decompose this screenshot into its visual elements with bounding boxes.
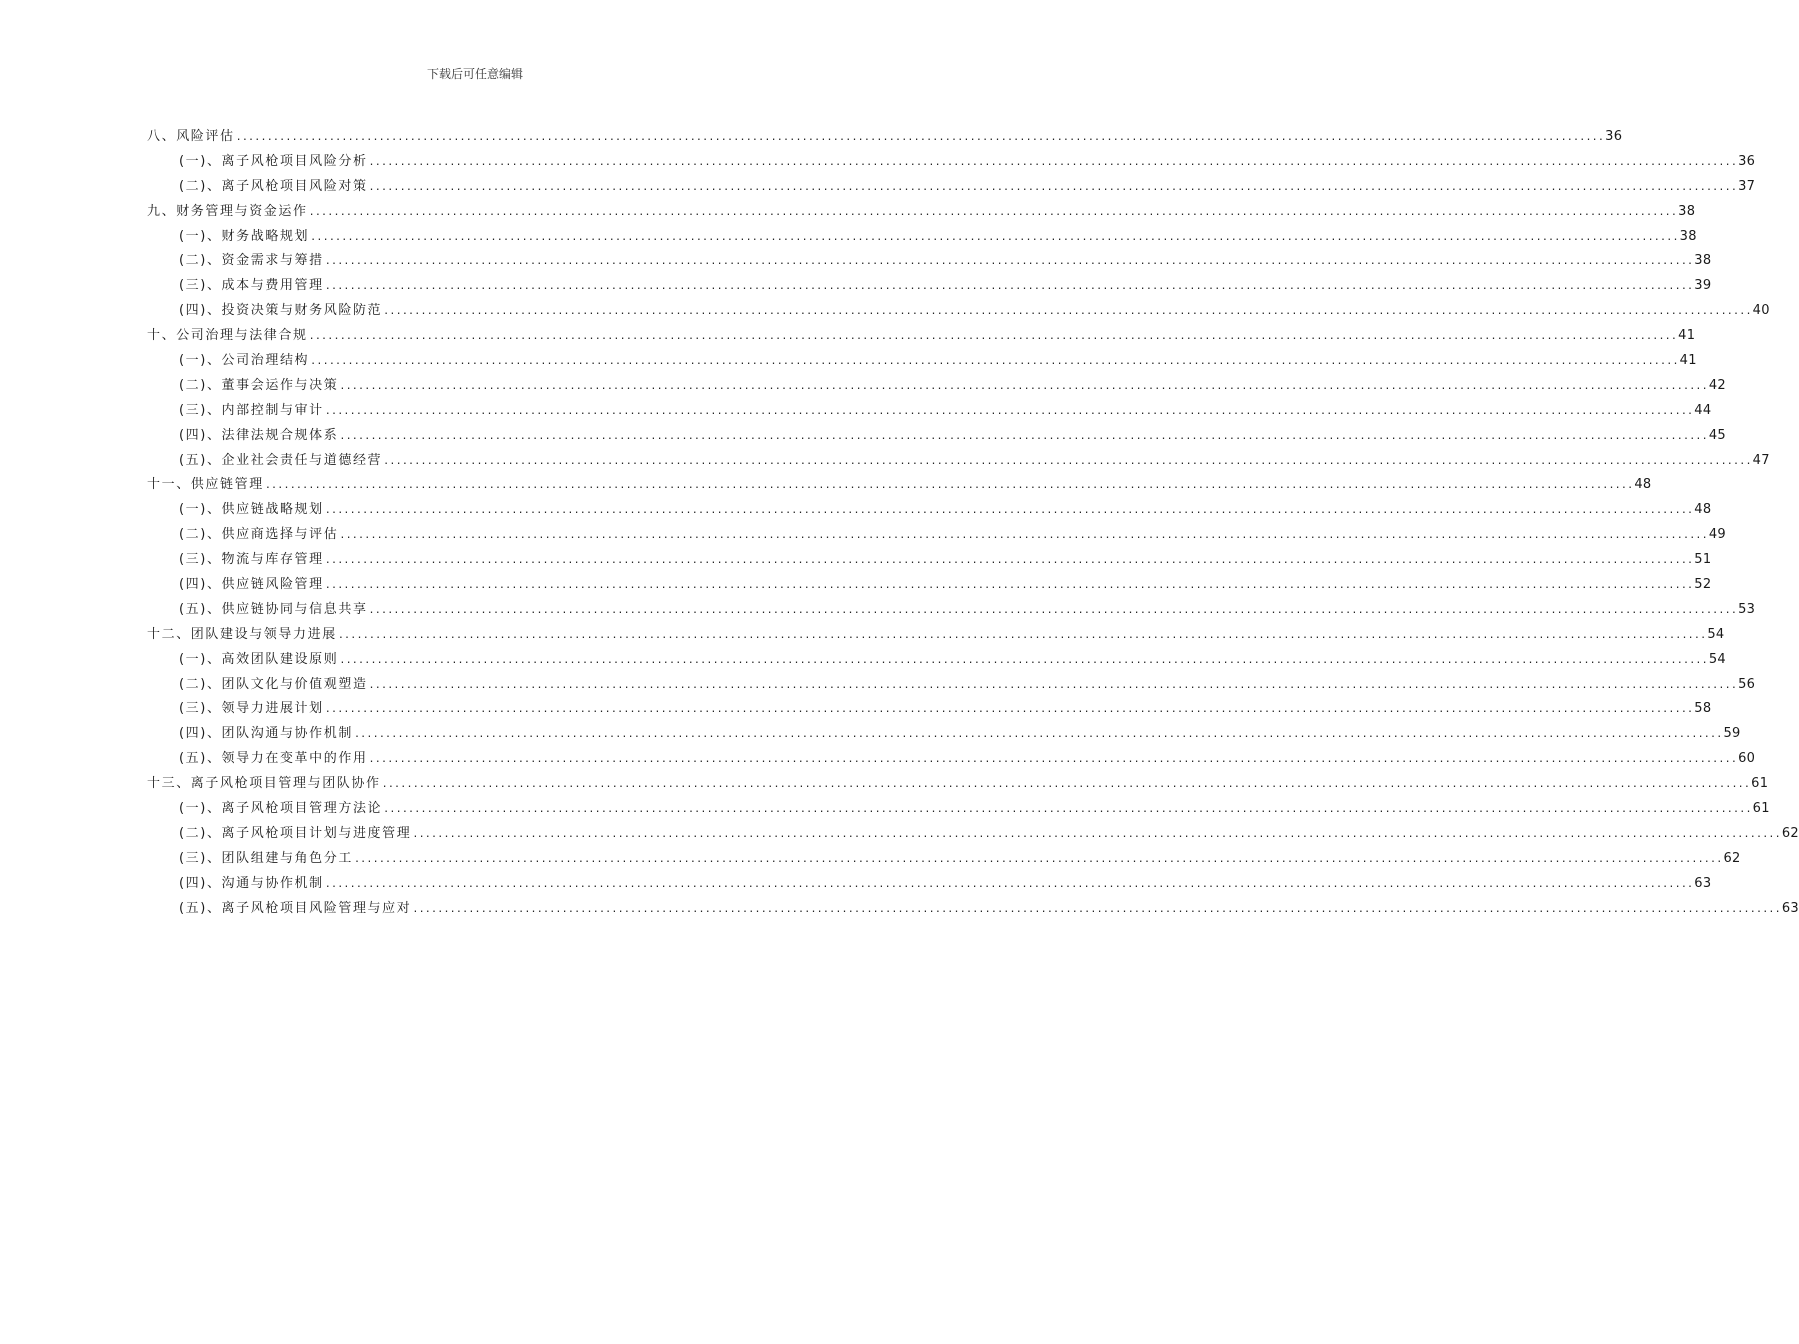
toc-section-entry[interactable] bbox=[147, 822, 1799, 847]
toc-section-entry[interactable] bbox=[147, 349, 1697, 374]
toc-chapter-entry[interactable] bbox=[147, 125, 1623, 150]
toc-dot-leader: ............................................................................................................................................................................................................................ bbox=[339, 380, 1708, 392]
toc-page-number: 61 bbox=[1751, 776, 1769, 792]
toc-page-number: 49 bbox=[1708, 527, 1727, 543]
toc-entry-title: (五)、离子风枪项目风险管理与应对 bbox=[179, 900, 412, 916]
toc-dot-leader: ............................................................................................................................................................................................................................ bbox=[324, 281, 1694, 293]
toc-section-entry[interactable] bbox=[147, 872, 1712, 897]
toc-page-number: 47 bbox=[1752, 452, 1770, 468]
toc-section-entry[interactable] bbox=[147, 498, 1712, 523]
toc-page-number: 61 bbox=[1752, 801, 1770, 817]
toc-dot-leader: ............................................................................................................................................................................................................................ bbox=[368, 754, 1738, 766]
toc-page-number: 62 bbox=[1781, 825, 1799, 841]
toc-entry-title: (四)、投资决策与财务风险防范 bbox=[179, 303, 383, 319]
toc-dot-leader: ............................................................................................................................................................................................................................ bbox=[324, 878, 1694, 890]
toc-chapter-entry[interactable] bbox=[147, 772, 1769, 797]
toc-entry-title: (四)、供应链风险管理 bbox=[179, 577, 324, 593]
toc-section-entry[interactable] bbox=[147, 523, 1727, 548]
toc-dot-leader: ............................................................................................................................................................................................................................ bbox=[264, 480, 1634, 492]
toc-entry-title: 十三、离子风枪项目管理与团队协作 bbox=[147, 776, 381, 792]
toc-section-entry[interactable] bbox=[147, 648, 1727, 673]
toc-dot-leader: ............................................................................................................................................................................................................................ bbox=[381, 779, 1751, 791]
table-of-contents bbox=[147, 125, 1799, 922]
page-header: 下载后可任意编辑 bbox=[426, 67, 523, 81]
toc-section-entry[interactable] bbox=[147, 598, 1756, 623]
toc-entry-title: (二)、董事会运作与决策 bbox=[179, 377, 339, 393]
toc-page-number: 60 bbox=[1738, 751, 1756, 767]
toc-page-number: 38 bbox=[1694, 253, 1712, 269]
toc-entry-title: 九、财务管理与资金运作 bbox=[147, 203, 308, 219]
toc-entry-title: (一)、财务战略规划 bbox=[179, 228, 310, 244]
toc-entry-title: (三)、物流与库存管理 bbox=[179, 552, 324, 568]
toc-dot-leader: ............................................................................................................................................................................................................................ bbox=[353, 853, 1723, 865]
toc-dot-leader: ............................................................................................................................................................................................................................ bbox=[324, 256, 1694, 268]
toc-dot-leader: ............................................................................................................................................................................................................................ bbox=[383, 804, 1752, 816]
toc-entry-title: (四)、团队沟通与协作机制 bbox=[179, 726, 353, 742]
toc-chapter-entry[interactable] bbox=[147, 473, 1652, 498]
toc-dot-leader: ............................................................................................................................................................................................................................ bbox=[368, 679, 1738, 691]
toc-chapter-entry[interactable] bbox=[147, 200, 1696, 225]
toc-dot-leader: ............................................................................................................................................................................................................................ bbox=[383, 306, 1752, 318]
toc-dot-leader: ............................................................................................................................................................................................................................ bbox=[383, 455, 1752, 467]
toc-section-entry[interactable] bbox=[147, 449, 1770, 474]
toc-page-number: 39 bbox=[1694, 278, 1712, 294]
toc-section-entry[interactable] bbox=[147, 150, 1756, 175]
toc-section-entry[interactable] bbox=[147, 747, 1756, 772]
toc-page-number: 38 bbox=[1679, 228, 1697, 244]
toc-page-number: 40 bbox=[1752, 303, 1770, 319]
toc-entry-title: (二)、团队文化与价值观塑造 bbox=[179, 676, 368, 692]
toc-section-entry[interactable] bbox=[147, 225, 1697, 250]
toc-page-number: 36 bbox=[1605, 129, 1623, 144]
toc-dot-leader: ............................................................................................................................................................................................................................ bbox=[337, 629, 1707, 641]
toc-dot-leader: ............................................................................................................................................................................................................................ bbox=[324, 580, 1694, 592]
toc-dot-leader: ............................................................................................................................................................................................................................ bbox=[368, 181, 1738, 193]
toc-section-entry[interactable] bbox=[147, 249, 1712, 274]
toc-page-number: 48 bbox=[1694, 502, 1712, 518]
toc-page-number: 41 bbox=[1679, 353, 1697, 369]
toc-dot-leader: ............................................................................................................................................................................................................................ bbox=[308, 206, 1678, 218]
toc-section-entry[interactable] bbox=[147, 897, 1799, 922]
toc-entry-title: (二)、离子风枪项目计划与进度管理 bbox=[179, 825, 412, 841]
toc-dot-leader: ............................................................................................................................................................................................................................ bbox=[324, 704, 1694, 716]
toc-page-number: 45 bbox=[1708, 427, 1727, 443]
toc-entry-title: 十二、团队建设与领导力进展 bbox=[147, 626, 337, 642]
toc-page-number: 41 bbox=[1678, 328, 1696, 344]
toc-dot-leader: ............................................................................................................................................................................................................................ bbox=[324, 505, 1694, 517]
toc-entry-title: (五)、供应链协同与信息共享 bbox=[179, 601, 368, 617]
toc-chapter-entry[interactable] bbox=[147, 623, 1725, 648]
toc-page-number: 53 bbox=[1738, 601, 1756, 617]
toc-entry-title: (三)、团队组建与角色分工 bbox=[179, 850, 353, 866]
toc-page-number: 44 bbox=[1694, 402, 1712, 418]
toc-page-number: 59 bbox=[1723, 726, 1741, 742]
toc-entry-title: (二)、供应商选择与评估 bbox=[179, 527, 339, 543]
toc-entry-title: (五)、企业社会责任与道德经营 bbox=[179, 452, 383, 468]
toc-entry-title: (一)、离子风枪项目风险分析 bbox=[179, 153, 368, 169]
toc-page-number: 54 bbox=[1707, 626, 1725, 642]
toc-chapter-entry[interactable] bbox=[147, 324, 1696, 349]
toc-dot-leader: ............................................................................................................................................................................................................................ bbox=[368, 156, 1738, 168]
toc-section-entry[interactable] bbox=[147, 548, 1712, 573]
toc-page-number: 37 bbox=[1738, 178, 1756, 194]
toc-entry-title: (五)、领导力在变革中的作用 bbox=[179, 751, 368, 767]
toc-entry-title: (一)、供应链战略规划 bbox=[179, 502, 324, 518]
toc-section-entry[interactable] bbox=[147, 573, 1712, 598]
toc-entry-title: (一)、离子风枪项目管理方法论 bbox=[179, 801, 383, 817]
toc-entry-title: 十、公司治理与法律合规 bbox=[147, 328, 308, 344]
toc-section-entry[interactable] bbox=[147, 274, 1712, 299]
toc-dot-leader: ............................................................................................................................................................................................................................ bbox=[353, 729, 1723, 741]
toc-dot-leader: ............................................................................................................................................................................................................................ bbox=[339, 430, 1708, 442]
toc-section-entry[interactable] bbox=[147, 847, 1741, 872]
toc-page-number: 48 bbox=[1634, 477, 1652, 493]
toc-entry-title: (二)、资金需求与筹措 bbox=[179, 253, 324, 269]
toc-section-entry[interactable] bbox=[147, 399, 1712, 424]
toc-page-number: 63 bbox=[1781, 900, 1799, 916]
toc-section-entry[interactable] bbox=[147, 797, 1770, 822]
toc-page-number: 51 bbox=[1694, 552, 1712, 568]
toc-entry-title: (一)、公司治理结构 bbox=[179, 353, 310, 369]
toc-entry-title: 十一、供应链管理 bbox=[147, 477, 264, 493]
toc-dot-leader: ............................................................................................................................................................................................................................ bbox=[310, 356, 1679, 368]
toc-entry-title: (三)、领导力进展计划 bbox=[179, 701, 324, 717]
toc-dot-leader: ............................................................................................................................................................................................................................ bbox=[339, 530, 1708, 542]
toc-section-entry[interactable] bbox=[147, 697, 1712, 722]
toc-entry-title: (三)、成本与费用管理 bbox=[179, 278, 324, 294]
toc-page-number: 62 bbox=[1723, 850, 1741, 866]
toc-page-number: 56 bbox=[1738, 676, 1756, 692]
toc-page-number: 42 bbox=[1708, 377, 1727, 393]
toc-dot-leader: ............................................................................................................................................................................................................................ bbox=[308, 331, 1678, 343]
toc-entry-title: 八、风险评估 bbox=[147, 129, 235, 144]
toc-dot-leader: ............................................................................................................................................................................................................................ bbox=[310, 231, 1679, 243]
toc-page-number: 36 bbox=[1738, 153, 1756, 169]
toc-entry-title: (二)、离子风枪项目风险对策 bbox=[179, 178, 368, 194]
toc-entry-title: (四)、法律法规合规体系 bbox=[179, 427, 339, 443]
toc-page-number: 38 bbox=[1678, 203, 1696, 219]
toc-page-number: 58 bbox=[1694, 701, 1712, 717]
toc-dot-leader: ............................................................................................................................................................................................................................ bbox=[339, 654, 1708, 666]
toc-section-entry[interactable] bbox=[147, 424, 1727, 449]
toc-page-number: 54 bbox=[1708, 651, 1727, 667]
toc-entry-title: (一)、高效团队建设原则 bbox=[179, 651, 339, 667]
toc-dot-leader: ............................................................................................................................................................................................................................ bbox=[412, 828, 1781, 840]
toc-section-entry[interactable] bbox=[147, 299, 1770, 324]
toc-dot-leader: ............................................................................................................................................................................................................................ bbox=[324, 405, 1694, 417]
toc-dot-leader: ............................................................................................................................................................................................................................ bbox=[324, 555, 1694, 567]
toc-section-entry[interactable] bbox=[147, 722, 1741, 747]
toc-section-entry[interactable] bbox=[147, 673, 1756, 698]
toc-page-number: 63 bbox=[1694, 875, 1712, 891]
toc-dot-leader: ............................................................................................................................................................................................................................ bbox=[412, 903, 1781, 915]
toc-page-number: 52 bbox=[1694, 577, 1712, 593]
toc-section-entry[interactable] bbox=[147, 175, 1756, 200]
toc-entry-title: (四)、沟通与协作机制 bbox=[179, 875, 324, 891]
toc-dot-leader: ............................................................................................................................................................................................................................ bbox=[368, 604, 1738, 616]
toc-section-entry[interactable] bbox=[147, 374, 1727, 399]
toc-entry-title: (三)、内部控制与审计 bbox=[179, 402, 324, 418]
toc-dot-leader: ............................................................................................................................................................................................................................ bbox=[235, 132, 1605, 143]
